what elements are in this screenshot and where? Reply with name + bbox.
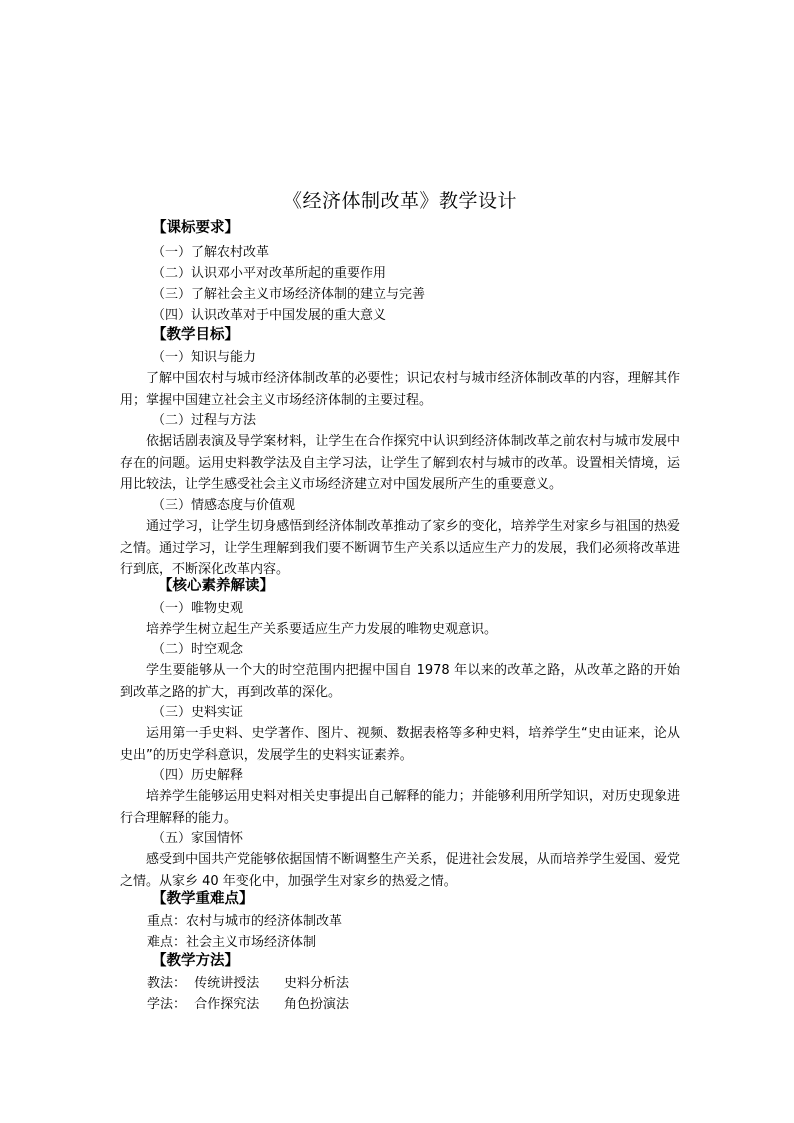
- document-title: 《经济体制改革》教学设计: [282, 190, 517, 212]
- objectives-subheading-3: （三）情感态度与价值观: [152, 498, 296, 513]
- literacy-paragraph-4: 培养学生能够运用史料对相关史事提出自己解释的能力；并能够利用所学知识，对历史现象进行合理解释的能力。: [120, 789, 680, 826]
- section-heading-methods: 【教学方法】: [152, 953, 239, 969]
- curriculum-item-3: （三）了解社会主义市场经济体制的建立与完善: [152, 287, 426, 302]
- literacy-paragraph-3: 运用第一手史料、史学著作、图片、视频、数据表格等多种史料，培养学生“史由证来，论从史出”的历史学科意识，发展学生的史料实证素养。: [120, 726, 680, 763]
- objectives-paragraph-2: 依据话剧表演及导学案材料，让学生在合作探究中认识到经济体制改革之前农村与城市发展中存在的问题。运用史料教学法及自主学习法，让学生了解到农村与城市的改革。设置相关情境，运用比较法，让学生感受社会主义市场经济建立对中国发展所产生的重要意义。: [120, 434, 680, 492]
- literacy-paragraph-1: 培养学生树立起生产关系要适应生产力发展的唯物史观意识。: [146, 622, 498, 637]
- curriculum-item-4: （四）认识改革对于中国发展的重大意义: [152, 308, 387, 323]
- objectives-subheading-2: （二）过程与方法: [152, 413, 257, 428]
- methods-teaching: 教法： 传统讲授法 史料分析法: [147, 976, 350, 991]
- section-heading-curriculum: 【课标要求】: [152, 220, 239, 236]
- curriculum-item-2: （二）认识邓小平对改革所起的重要作用: [152, 266, 387, 281]
- section-heading-objectives: 【教学目标】: [152, 327, 239, 343]
- literacy-subheading-4: （四）历史解释: [152, 768, 244, 783]
- literacy-subheading-5: （五）家国情怀: [152, 831, 244, 846]
- literacy-subheading-2: （二）时空观念: [152, 642, 244, 657]
- section-heading-keypoints: 【教学重难点】: [152, 891, 254, 907]
- literacy-paragraph-5: 感受到中国共产党能够依据国情不断调整生产关系，促进社会发展，从而培养学生爱国、爱党之情。从家乡 40 年变化中，加强学生对家乡的热爱之情。: [120, 852, 680, 889]
- objectives-paragraph-3: 通过学习，让学生切身感悟到经济体制改革推动了家乡的变化，培养学生对家乡与祖国的热爱之情。通过学习，让学生理解到我们要不断调节生产关系以适应生产力的发展，我们必须将改革进行到底，不断深化改革内容。: [120, 519, 680, 577]
- keypoints-key: 重点：农村与城市的经济体制改革: [147, 914, 343, 929]
- literacy-subheading-3: （三）史料实证: [152, 705, 244, 720]
- section-heading-literacy: 【核心素养解读】: [158, 578, 274, 594]
- literacy-paragraph-2: 学生要能够从一个大的时空范围内把握中国自 1978 年以来的改革之路，从改革之路的开始到改革之路的扩大，再到改革的深化。: [120, 663, 680, 700]
- objectives-subheading-1: （一）知识与能力: [152, 350, 257, 365]
- methods-learning: 学法： 合作探究法 角色扮演法: [147, 997, 350, 1012]
- literacy-subheading-1: （一）唯物史观: [152, 601, 244, 616]
- keypoints-difficult: 难点：社会主义市场经济体制: [147, 935, 317, 950]
- curriculum-item-1: （一）了解农村改革: [152, 245, 270, 260]
- objectives-paragraph-1: 了解中国农村与城市经济体制改革的必要性；识记农村与城市经济体制改革的内容，理解其作用；掌握中国建立社会主义市场经济体制的主要过程。: [120, 371, 680, 408]
